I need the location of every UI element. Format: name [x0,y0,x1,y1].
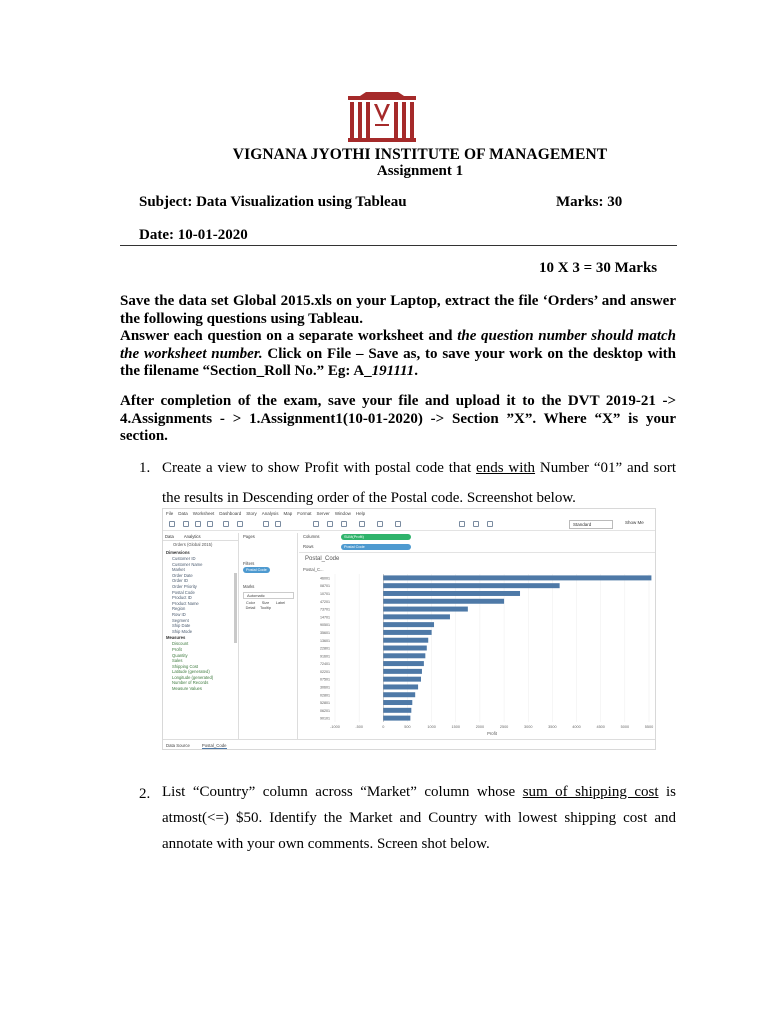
filters-card-label: Filters [243,561,255,566]
mark-label-button: Label [275,601,286,605]
measure-field-profit: Profit [172,646,182,652]
total-marks: 10 X 3 = 30 Marks [539,260,658,276]
menu-item-worksheet: Worksheet [192,511,215,516]
bar-35601 [383,630,431,635]
category-label: 02201 [320,669,330,674]
instructions-paragraph-2: After completion of the exam, save your file and upload it to the DVT 2019-21 -> 4.Assignments - > 1.Assignment1(10-01-2020) -> Section ”X”. Where “X” is your section. [120,393,676,444]
menu-item-story: Story [246,511,257,516]
swap-icon [313,521,319,527]
rows-label: Rows [303,544,314,549]
menu-item-map: Map [283,511,293,516]
bar-06201 [383,708,411,713]
menu-item-format: Format [297,511,312,516]
bar-02201 [383,669,422,674]
question-1-text [162,453,676,513]
x-tick-label: 1000 [427,725,436,729]
dimension-field-postal-code: Postal Code [172,589,195,595]
columns-pill: SUM(Profit) [341,534,411,540]
bar-30601 [383,684,418,689]
marks-line: Marks: 30 [556,194,623,210]
rows-pill: Postal Code [341,544,411,550]
dimension-field-market: Market [172,567,185,573]
menu-item-dashboard: Dashboard [219,511,242,516]
mark-size-button: Size [261,601,270,605]
institute-logo [346,92,418,142]
dimension-field-region: Region [172,606,186,612]
menu-item-analysis: Analysis [261,511,279,516]
instruction-save-dataset: Save the data set Global 2015.xls on your Laptop, extract the file ‘Orders’ and answer the following questions using Tableau. [120,293,676,327]
filter-pill: Postal Code [243,567,270,573]
x-tick-label: 500 [404,725,411,729]
bar-46001 [383,575,651,580]
x-tick-label: 5000 [620,725,630,729]
y-axis-label: Postal_C... [303,567,324,572]
measure-field-measure-values: Measure Values [172,686,202,692]
dimension-field-ship-mode: Ship Mode [172,628,193,634]
data-pane [163,533,239,739]
tableau-logo-icon [169,521,175,527]
mark-detail-button: Detail [245,606,256,610]
category-label: 02801 [320,693,330,698]
tableau-screenshot [162,508,656,750]
fit-dropdown: Standard [569,520,613,529]
dimension-field-ship-date: Ship Date [172,623,191,629]
dimension-field-product-id: Product ID [172,595,192,601]
menu-item-window: Window [334,511,351,516]
menu-item-help: Help [355,511,366,516]
rows-shelf [303,542,411,551]
measures-header: Measures [166,635,186,641]
undo-icon [237,521,243,527]
toolbar [163,519,655,531]
columns-label: Columns [303,534,320,539]
category-label: 35601 [320,630,330,635]
viz-area [299,554,656,739]
question-2-pre: List “Country” column across “Market” column whose [162,784,523,800]
data-source-tab: Data Source [166,743,190,748]
measure-field-quantity: Quantity [172,652,188,658]
measure-field-longitude-generated: Longitude (generated) [172,674,214,680]
sheet-tabs [163,739,655,750]
data-pane-tabs [163,533,238,541]
bar-14701 [383,614,450,619]
question-1-underlined: ends with [476,460,536,476]
clear-icon [275,521,281,527]
dimension-field-order-priority: Order Priority [172,583,197,589]
duplicate-icon [263,521,269,527]
instructions-paragraph-1 [120,293,676,381]
group-icon [377,521,383,527]
highlight-icon [359,521,365,527]
date-line: Date: 10-01-2020 [139,227,248,243]
category-label: 14701 [320,615,330,620]
measure-field-discount: Discount [172,641,189,647]
sheet-title: Postal_Code [305,556,340,562]
sort-desc-icon [341,521,347,527]
category-label: 73701 [320,607,330,612]
menu-bar [163,509,655,518]
category-label: 06201 [320,708,330,713]
header-divider [120,245,677,246]
category-label: 08701 [320,584,330,589]
forward-icon [195,521,201,527]
question-2-underlined: sum of shipping cost [522,784,659,800]
dimensions-header: Dimensions [166,550,190,555]
new-worksheet-icon [223,521,229,527]
assignment-title: Assignment 1 [376,163,464,179]
dimensions-list [163,556,238,634]
bar-13601 [383,638,428,643]
x-tick-label: 1500 [451,725,460,729]
x-tick-label: -500 [355,725,363,729]
question-2-number: 2. [139,786,151,802]
show-me-button: Show Me [625,520,644,525]
cards-pane [240,533,298,739]
bar-07501 [383,677,421,682]
x-tick-label: 2000 [475,725,485,729]
category-label: 46001 [320,576,330,581]
measure-field-number-of-records: Number of Records [172,680,209,686]
bar-22801 [383,646,426,651]
measure-field-shipping-cost: Shipping Cost [172,663,199,669]
bar-47201 [383,599,504,604]
chart-icon [459,521,465,527]
sort-asc-icon [327,521,333,527]
bar-73701 [383,607,468,612]
x-tick-label: 2500 [499,725,509,729]
share-icon [487,521,493,527]
category-label: 10701 [320,592,330,597]
category-label: 30601 [320,685,330,690]
category-label: 91601 [320,654,330,659]
dimension-field-customer-id: Customer ID [172,556,196,561]
x-tick-label: 4000 [572,725,581,729]
x-tick-label: 3000 [524,725,533,729]
category-label: 22801 [320,646,330,651]
instruction-period: . [414,363,418,379]
menu-item-data: Data [178,511,188,516]
marks-type-dropdown: Automatic [243,592,294,599]
category-label: 47201 [320,599,330,604]
bar-08701 [383,583,559,588]
measure-field-latitude-generated: Latitude (generated) [172,669,210,675]
columns-shelf [303,532,411,541]
question-2-post: is atmost(<=) $50. Identify the Market and Country with lowest shipping cost and annotate with your own comments. Screen shot below. [162,784,676,852]
dimension-field-customer-name: Customer Name [172,561,203,567]
category-label: 07501 [320,677,330,682]
instruction-separate-worksheet: Answer each question on a separate worksheet and [120,328,458,344]
data-pane-scrollbar [234,573,237,643]
x-tick-label: 4500 [596,725,605,729]
back-icon [183,521,189,527]
save-icon [207,521,213,527]
bar-90501 [383,622,434,627]
instruction-example-roll: 191111 [371,363,415,379]
presentation-icon [473,521,479,527]
bar-72401 [383,661,424,666]
category-label: 52801 [320,701,330,706]
marks-card-label: Marks [243,584,255,589]
filters-card [240,567,297,573]
x-tick-label: 3500 [548,725,557,729]
instruction-worksheet-match: the question number should match the worksheet number. [120,328,676,362]
dimension-field-product-name: Product Name [172,600,199,606]
bar-02801 [383,692,415,697]
dimension-field-order-id: Order ID [172,578,189,584]
question-2-text [162,779,676,857]
mark-color-button: Color [245,601,256,605]
bar-52801 [383,700,412,705]
measure-field-sales: Sales [172,658,183,664]
category-label: 13601 [320,638,330,643]
bar-90101 [383,716,410,721]
x-tick-label: -1000 [330,725,340,729]
label-icon [395,521,401,527]
dimension-field-row-id: Row ID [172,611,186,617]
menu-item-server: Server [316,511,330,516]
bar-91601 [383,653,425,658]
pages-card [240,540,297,560]
bar-10701 [383,591,520,596]
dimension-field-order-date: Order Date [172,572,193,578]
x-axis-label: Profit [487,731,497,736]
shelves [299,531,656,553]
dimension-field-segment: Segment [172,617,189,623]
menu-item-file: File [166,511,174,516]
category-label: 90501 [320,623,330,628]
question-1-number: 1. [139,460,151,476]
x-tick-label: 5500 [644,725,654,729]
data-source-name: Orders (Global 2015) [173,542,213,547]
bar-chart [299,554,656,739]
category-label: 72401 [320,662,330,667]
measures-list [163,641,238,691]
question-1-post: Number “01” and sort the results in Descending order of the Postal code. Screenshot below. [162,460,676,506]
x-tick-label: 0 [382,725,385,729]
subject-line: Subject: Data Visualization using Tableau [139,194,407,210]
pages-card-label: Pages [243,534,255,539]
institute-name: VIGNANA JYOTHI INSTITUTE OF MANAGEMENT [232,146,608,163]
mark-tooltip-button: Tooltip [260,606,271,610]
mark-buttons [240,601,297,611]
tab-analytics: Analytics [183,534,201,539]
category-label: 90101 [320,716,330,721]
instruction-save-as: Click on File – Save as, to save your work on the desktop with the filename “Section_Roll No.” Eg: A_ [120,345,676,379]
tab-data: Data [165,534,174,539]
sheet-tab-postal-code: Postal_Code [201,743,227,748]
question-1-pre: Create a view to show Profit with postal code that [162,460,477,476]
